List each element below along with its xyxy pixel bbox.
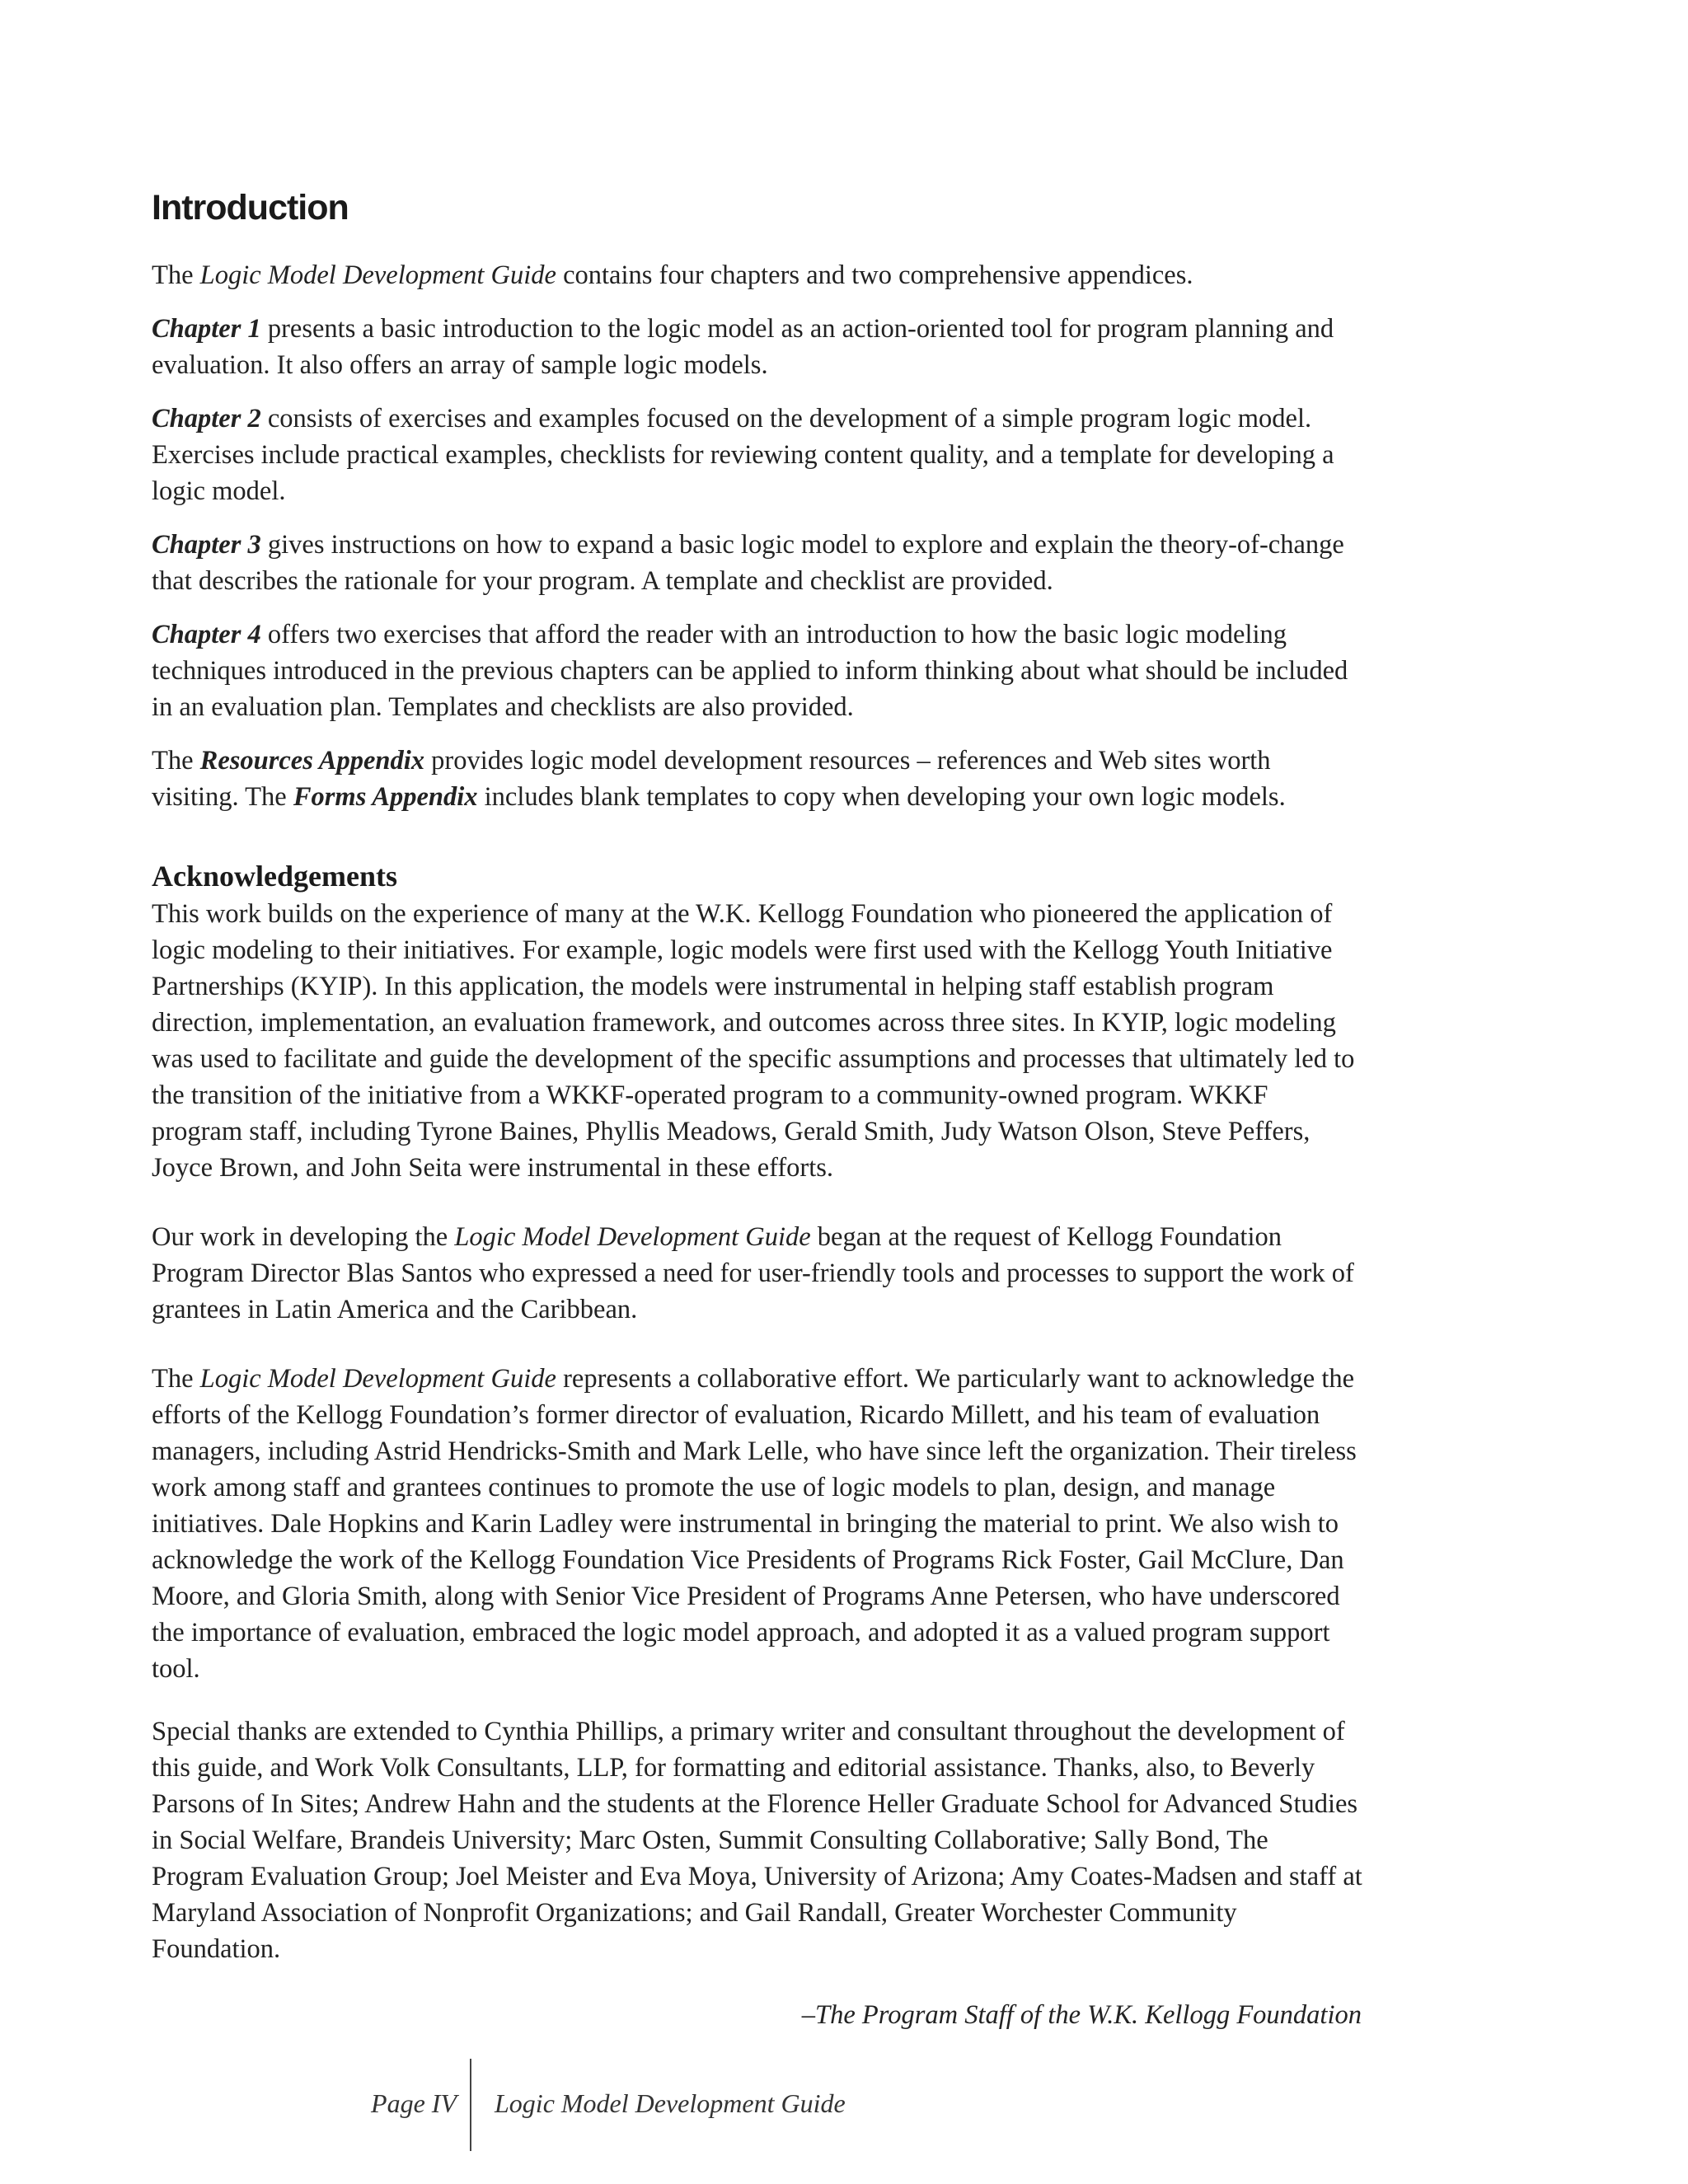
ack-p3-guide-title: Logic Model Development Guide xyxy=(199,1364,556,1394)
appendix-paragraph xyxy=(152,743,1363,815)
page-number: Page IV xyxy=(371,2088,457,2118)
chapter-1-text: presents a basic introduction to the logic model as an action-oriented tool for program planning and evaluation. It also offers an array of sample logic models. xyxy=(152,314,1334,380)
chapter-2-text: consists of exercises and examples focused on the development of a simple program logic model. Exercises include practical examples, checklists for reviewing content quality, and a template for developing a logic model. xyxy=(152,404,1334,506)
ack-p3-after: represents a collaborative effort. We particularly want to acknowledge the efforts of the Kellogg Foundation’s former director of evaluation, Ricardo Millett, and his team of evaluation managers, including Astrid Hendricks-Smith and Mark Lelle, who have since left the organization. Their tireless work among staff and grantees continues to promote the use of logic models to plan, design, and manage initiatives. Dale Hopkins and Karin Ladley were instrumental in bringing the material to print. We also wish to acknowledge the work of the Kellogg Foundation Vice Presidents of Programs Rick Foster, Gail McClure, Dan Moore, and Gloria Smith, along with Senior Vice President of Programs Anne Petersen, who have underscored the importance of evaluation, embraced the logic model approach, and adopted it as a valued program support tool. xyxy=(152,1364,1357,1684)
acknowledgements-paragraph-4: Special thanks are extended to Cynthia Phillips, a primary writer and consultant throughout the development of this guide, and Work Volk Consultants, LLP, for formatting and editorial assistance. Thanks, also, to Beverly Parsons of In Sites; Andrew Hahn and the students at the Florence Heller Graduate School for Advanced Studies in Social Welfare, Brandeis University; Marc Osten, Summit Consulting Collaborative; Sally Bond, The Program Evaluation Group; Joel Meister and Eva Moya, University of Arizona; Amy Coates-Madsen and staff at Maryland Association of Nonprofit Organizations; and Gail Randall, Greater Worchester Community Foundation. xyxy=(152,1717,1362,1964)
acknowledgements-paragraph-3 xyxy=(152,1361,1363,1687)
footer-guide-title: Logic Model Development Guide xyxy=(495,2088,846,2118)
intro-text-after: contains four chapters and two comprehensive appendices. xyxy=(556,260,1193,290)
chapter-3-paragraph xyxy=(152,527,1363,599)
chapter-4-label: Chapter 4 xyxy=(152,620,261,649)
page-content xyxy=(152,183,1363,2031)
page-footer xyxy=(0,2059,1688,2151)
signature-line: –The Program Staff of the W.K. Kellogg Foundation xyxy=(801,2000,1362,2030)
ack-p2-before: Our work in developing the xyxy=(152,1222,455,1252)
acknowledgements-paragraph-1: This work builds on the experience of many at the W.K. Kellogg Foundation who pioneered the application of logic modeling to their initiatives. For example, logic models were first used with the Kellogg Youth Initiative Partnerships (KYIP). In this application, the models were instrumental in helping staff establish program direction, implementation, an evaluation framework, and outcomes across three sites. In KYIP, logic modeling was used to facilitate and guide the development of the specific assumptions and processes that ultimately led to the transition of the initiative from a WKKF-operated program to a community-owned program. WKKF program staff, including Tyrone Baines, Phyllis Meadows, Gerald Smith, Judy Watson Olson, Steve Peffers, Joyce Brown, and John Seita were instrumental in these efforts. xyxy=(152,899,1355,1183)
chapter-3-label: Chapter 3 xyxy=(152,530,261,560)
intro-paragraph xyxy=(152,257,1363,293)
ack-p3-before: The xyxy=(152,1364,200,1394)
chapter-1-label: Chapter 1 xyxy=(152,314,261,344)
acknowledgements-heading: Acknowledgements xyxy=(152,860,397,893)
acknowledgements-section xyxy=(152,856,1363,2031)
intro-text-before: The xyxy=(152,260,200,290)
resources-appendix-label: Resources Appendix xyxy=(199,746,425,776)
chapter-4-text: offers two exercises that afford the reader with an introduction to how the basic logic modeling techniques introduced in the previous chapters can be applied to inform thinking about what should be included in an evaluation plan. Templates and checklists are also provided. xyxy=(152,620,1348,722)
appendix-text-before: The xyxy=(152,746,200,776)
guide-title-italic: Logic Model Development Guide xyxy=(199,260,556,290)
page-title: Introduction xyxy=(152,188,349,227)
ack-p2-guide-title: Logic Model Development Guide xyxy=(454,1222,811,1252)
chapter-1-paragraph xyxy=(152,311,1363,383)
acknowledgements-paragraph-2 xyxy=(152,1219,1363,1328)
appendix-text-after: includes blank templates to copy when developing your own logic models. xyxy=(477,782,1286,812)
chapter-3-text: gives instructions on how to expand a basic logic model to explore and explain the theory-of-change that describes the rationale for your program. A template and checklist are provided. xyxy=(152,530,1344,596)
forms-appendix-label: Forms Appendix xyxy=(293,782,478,812)
chapter-2-label: Chapter 2 xyxy=(152,404,261,434)
footer-divider xyxy=(470,2059,471,2151)
chapter-4-paragraph xyxy=(152,616,1363,725)
chapter-2-paragraph xyxy=(152,401,1363,509)
ack-p2-after: began at the request of Kellogg Foundation Program Director Blas Santos who expressed a need for user-friendly tools and processes to support the work of grantees in Latin America and the Caribbean. xyxy=(152,1222,1354,1324)
appendix-text-mid: provides logic model development resources – references and Web sites worth visiting. The xyxy=(152,746,1271,812)
